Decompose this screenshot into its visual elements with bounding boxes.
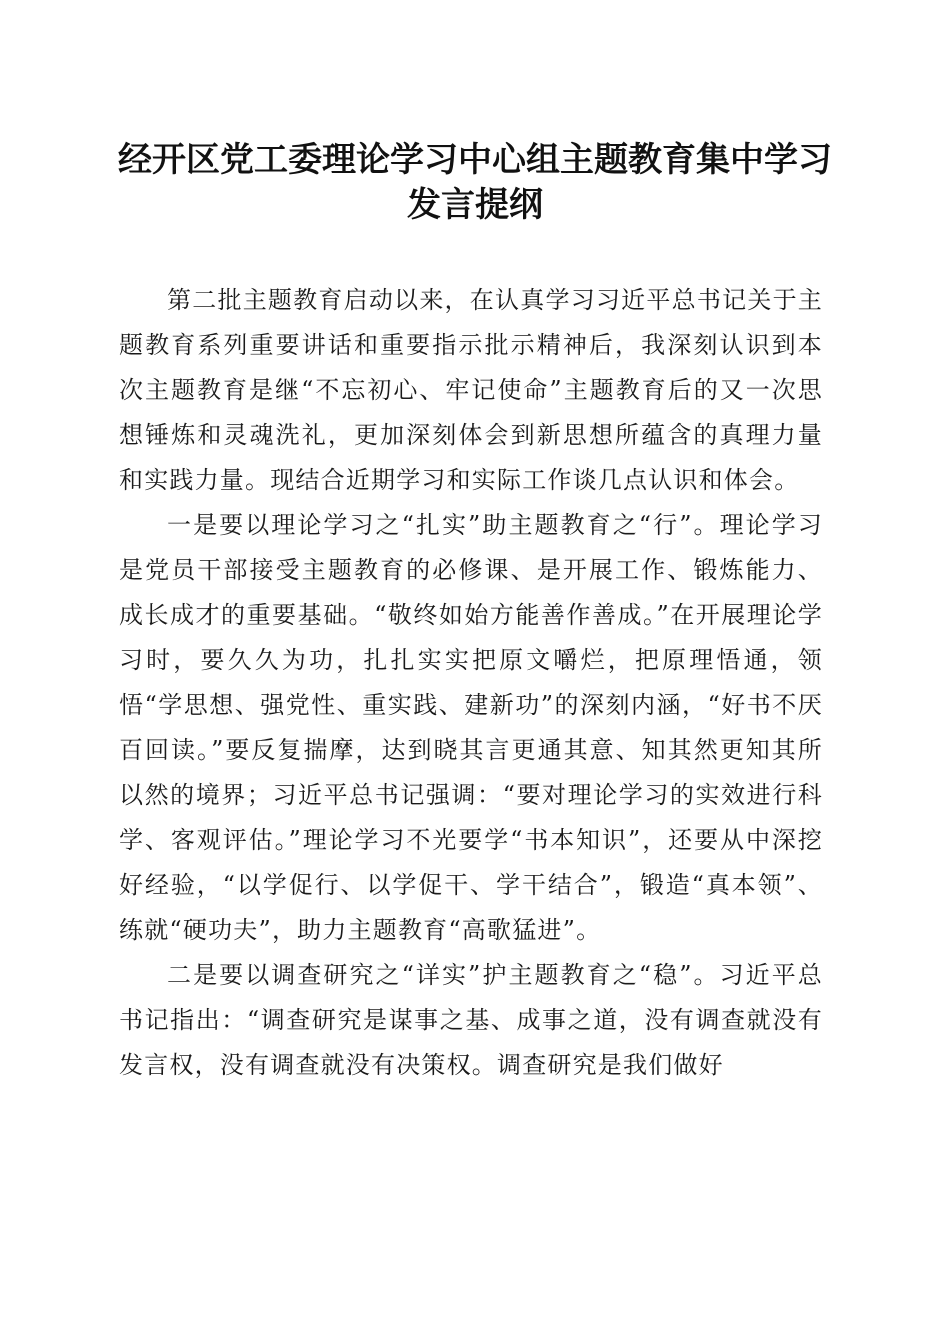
document-title: 经开区党工委理论学习中心组主题教育集中学习发言提纲 (118, 140, 832, 225)
document-body (119, 278, 823, 1088)
paragraph-point-one: 一是要以理论学习之“扎实”助主题教育之“行”。理论学习是党员干部接受主题教育的必修课、是开展工作、锻炼能力、成长成才的重要基础。“敬终如始方能善作善成。”在开展理论学习时，要久久为功，扎扎实实把原文嚼烂，把原理悟通，领悟“学思想、强党性、重实践、建新功”的深刻内涵，“好书不厌百回读。”要反复揣摩，达到晓其言更通其意、知其然更知其所以然的境界；习近平总书记强调：“要对理论学习的实效进行科学、客观评估。”理论学习不光要学“书本知识”，还要从中深挖好经验，“以学促行、以学促干、学干结合”，锻造“真本领”、练就“硬功夫”，助力主题教育“高歌猛进”。 (119, 511, 823, 944)
paragraph-point-two: 二是要以调查研究之“详实”护主题教育之“稳”。习近平总书记指出：“调查研究是谋事之基、成事之道，没有调查就没有发言权，没有调查就没有决策权。调查研究是我们做好 (119, 961, 823, 1079)
paragraph-intro: 第二批主题教育启动以来，在认真学习习近平总书记关于主题教育系列重要讲话和重要指示批示精神后，我深刻认识到本次主题教育是继“不忘初心、牢记使命”主题教育后的又一次思想锤炼和灵魂洗礼，更加深刻体会到新思想所蕴含的真理力量和实践力量。现结合近期学习和实际工作谈几点认识和体会。 (119, 286, 823, 494)
